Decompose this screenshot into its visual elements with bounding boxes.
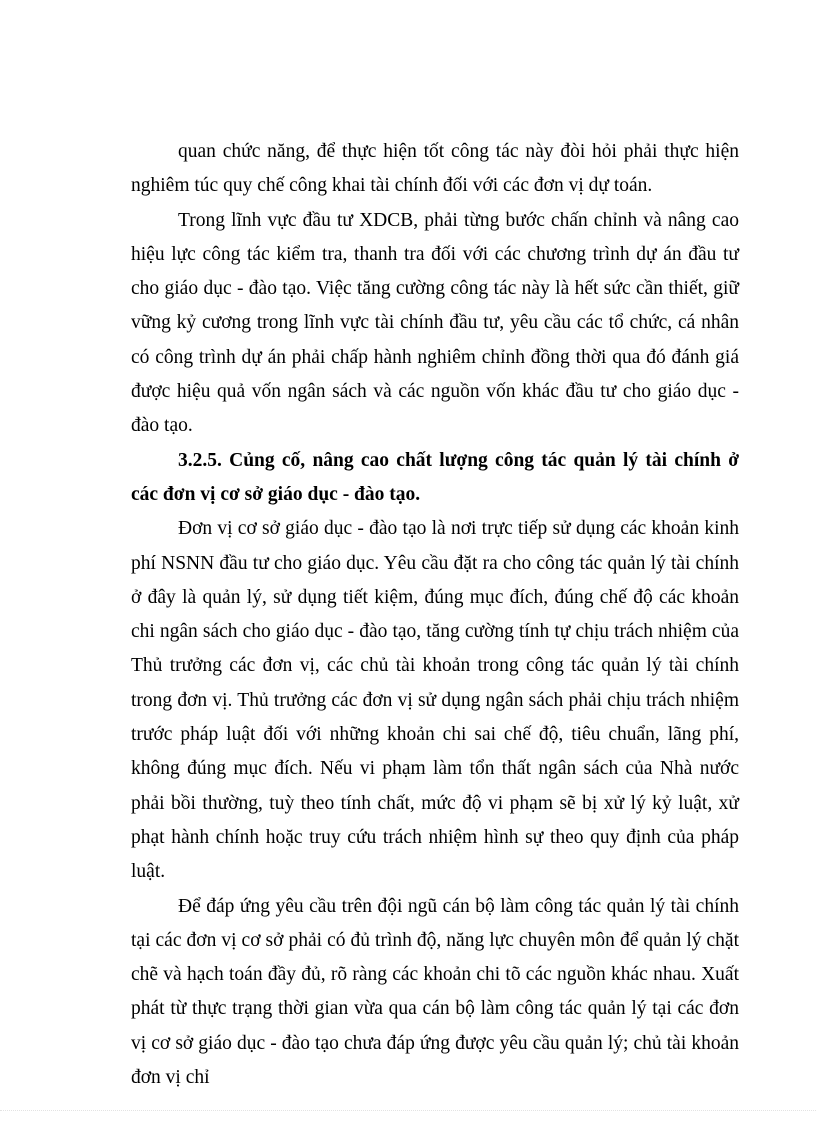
paragraph-staff-requirements: Để đáp ứng yêu cầu trên đội ngũ cán bộ làm công tác quản lý tài chính tại các đơn vị cơ sở phải có đủ trình độ, năng lực chuyên môn để quản lý chặt chẽ và hạch toán đầy đủ, rõ ràng các khoản chi tõ các nguồn khác nhau. Xuất phát từ thực trạng thời gian vừa qua cán bộ làm công tác quản lý tại các đơn vị cơ sở giáo dục - đào tạo chưa đáp ứng được yêu cầu quản lý; chủ tài khoản đơn vị chỉ [131, 895, 739, 1089]
document-body [131, 135, 739, 1095]
section-heading-3-2-5: 3.2.5. Củng cố, nâng cao chất lượng công tác quản lý tài chính ở các đơn vị cơ sở giáo dục - đào tạo. [131, 449, 739, 505]
paragraph-continued: quan chức năng, để thực hiện tốt công tác này đòi hỏi phải thực hiện nghiêm túc quy chế công khai tài chính đối với các đơn vị dự toán. [131, 141, 739, 197]
paragraph-xdcb-investment: Trong lĩnh vực đầu tư XDCB, phải từng bước chấn chỉnh và nâng cao hiệu lực công tác kiểm tra, thanh tra đối với các chương trình dự án đầu tư cho giáo dục - đào tạo. Việc tăng cường công tác này là hết sức cần thiết, giữ vững kỷ cương trong lĩnh vực tài chính đầu tư, yêu cầu các tổ chức, cá nhân có công trình dự án phải chấp hành nghiêm chỉnh đồng thời qua đó đánh giá được hiệu quả vốn ngân sách và các nguồn vốn khác đầu tư cho giáo dục - đào tạo. [131, 209, 739, 437]
paragraph-unit-responsibility: Đơn vị cơ sở giáo dục - đào tạo là nơi trực tiếp sử dụng các khoản kinh phí NSNN đầu tư cho giáo dục. Yêu cầu đặt ra cho công tác quản lý tài chính ở đây là quản lý, sử dụng tiết kiệm, đúng mục đích, đúng chế độ các khoản chi ngân sách cho giáo dục - đào tạo, tăng cường tính tự chịu trách nhiệm của Thủ trưởng các đơn vị, các chủ tài khoản trong công tác quản lý tài chính trong đơn vị. Thủ trưởng các đơn vị sử dụng ngân sách phải chịu trách nhiệm trước pháp luật đối với những khoản chi sai chế độ, tiêu chuẩn, lãng phí, không đúng mục đích. Nếu vi phạm làm tổn thất ngân sách của Nhà nước phải bồi thường, tuỳ theo tính chất, mức độ vi phạm sẽ bị xử lý kỷ luật, xử phạt hành chính hoặc truy cứu trách nhiệm hình sự theo quy định của pháp luật. [131, 518, 739, 883]
page-bottom-rule [0, 1110, 816, 1111]
